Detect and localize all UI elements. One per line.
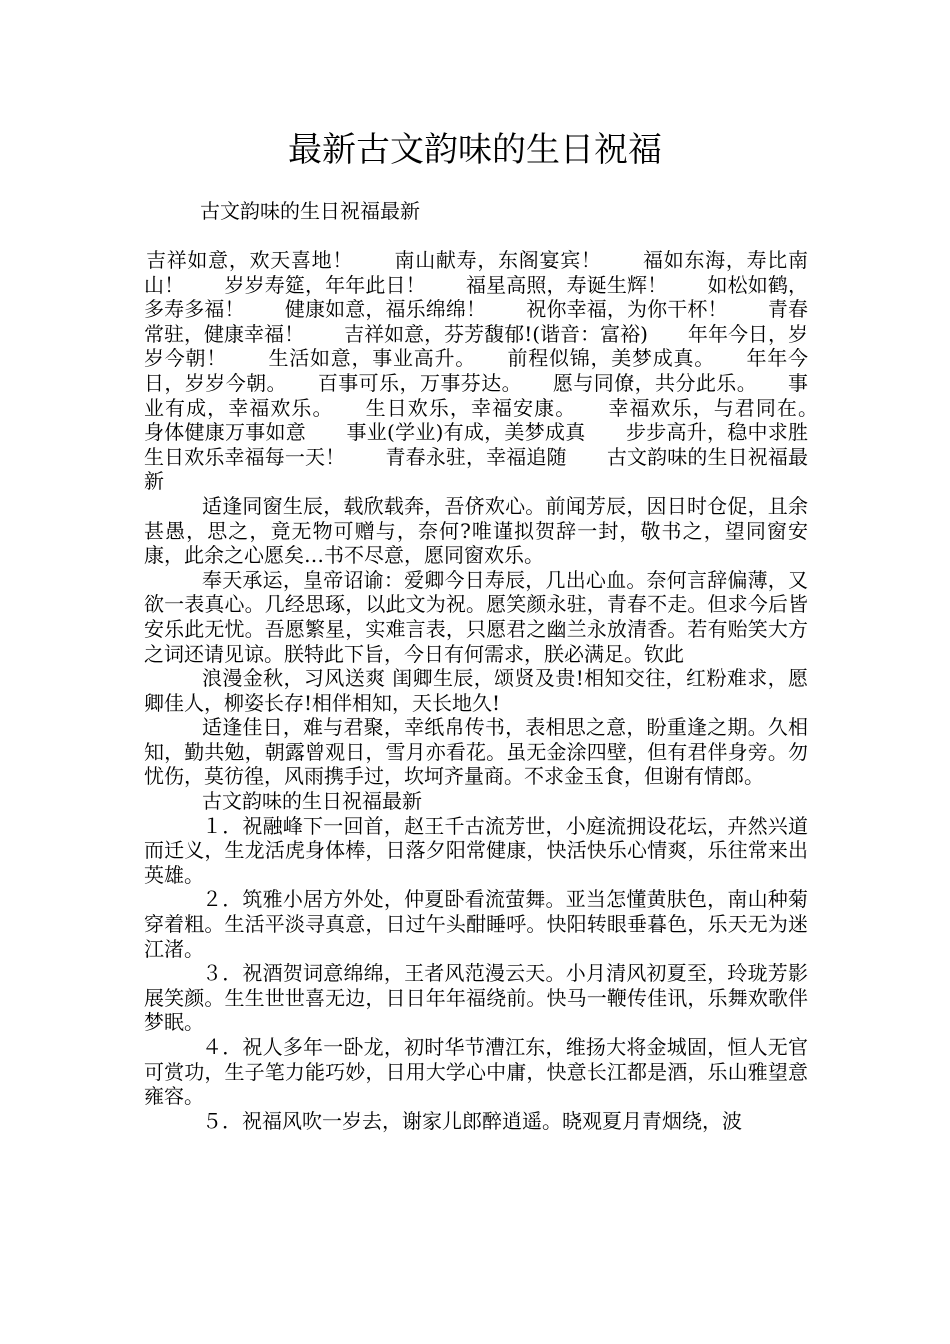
paragraph-edict: 奉天承运，皇帝诏谕：爱卿今日寿辰，几出心血。奈何言辞偏薄，又欲一表真心。几经思琢，以此文为祝。愿笑颜永驻，青春不走。但求今后皆安乐此无忧。吾愿繁星，实难言表，只愿君之幽兰永放清香。若有贻笑大方之词还请见谅。朕特此下旨，今日有何需求，朕必满足。钦此	[144, 567, 808, 666]
document-subtitle: 古文韵味的生日祝福最新	[200, 199, 420, 223]
section-heading: 古文韵味的生日祝福最新	[202, 789, 422, 814]
paragraph-classmate: 适逢同窗生辰，载欣载奔，吾侪欢心。前闻芳辰，因日时仓促，且余甚愚，思之，竟无物可赠与，奈何?唯谨拟贺辞一封，敬书之，望同窗安康，此余之心愿矣…书不尽意，愿同窗欢乐。	[144, 493, 808, 568]
paragraph-letter: 适逢佳日，难与君聚，幸纸帛传书，表相思之意，盼重逢之期。久相知，勤共勉，朝露曾观日，雪月亦看花。虽无金涂四壁，但有君伴身旁。勿忧伤，莫彷徨，风雨携手过，坎坷齐量商。不求金玉食，但谢有情郎。	[144, 715, 808, 789]
poem-4: ４．祝人多年一卧龙，初时华节漕江东，维扬大将金城固，恒人无官可赏功，生子笔力能巧妙，日用大学心中庸，快意长江都是酒，乐山雅望意雍容。	[144, 1035, 808, 1109]
poem-2: ２．筑雅小居方外处，仲夏卧看流萤舞。亚当怎懂黄肤色，南山种菊穿着粗。生活平淡寻真意，日过午头酣睡呼。快阳转眼垂暮色，乐天无为迷江渚。	[144, 887, 808, 961]
document-title: 最新古文韵味的生日祝福	[288, 130, 662, 170]
paragraph-autumn: 浪漫金秋，习风送爽 闺卿生辰，颂贤及贵!相知交往，红粉难求，愿卿佳人，柳姿长存!相伴相知，天长地久!	[144, 666, 808, 715]
poem-1: １．祝融峰下一回首，赵王千古流芳世，小庭流拥设花坛，卉然兴道而迁义，生龙活虎身体棒，日落夕阳常健康，快活快乐心情爽，乐往常来出英雄。	[144, 813, 808, 887]
document-body	[144, 248, 848, 1133]
poem-5: ５．祝福风吹一岁去，谢家儿郎醉逍遥。晓观夏月青烟绕，波	[202, 1108, 742, 1133]
paragraph-wishes: 吉祥如意，欢天喜地！ 南山献寿，东阁宴宾！ 福如东海，寿比南山！ 岁岁寿筵，年年此日！ 福星高照，寿诞生辉！ 如松如鹤，多寿多福！ 健康如意，福乐绵绵！ 祝你幸福，为你干杯！ 青春常驻，健康幸福！ 吉祥如意，芬芳馥郁!(谐音：富裕) 年年今日，岁岁今朝！ 生活如意，事业高升。 前程似锦，美梦成真。 年年今日，岁岁今朝。 百事可乐，万事芬达。 愿与同僚，共分此乐。 事业有成，幸福欢乐。 生日欢乐，幸福安康。 幸福欢乐，与君同在。 身体健康万事如意 事业(学业)有成，美梦成真 步步高升，稳中求胜 生日欢乐幸福每一天！ 青春永驻，幸福追随 古文韵味的生日祝福最新	[144, 248, 848, 494]
poem-3: ３．祝酒贺词意绵绵，王者风范漫云天。小月清风初夏至，玲珑芳影展笑颜。生生世世喜无边，日日年年福绕前。快马一鞭传佳讯，乐舞欢歌伴梦眠。	[144, 961, 808, 1035]
